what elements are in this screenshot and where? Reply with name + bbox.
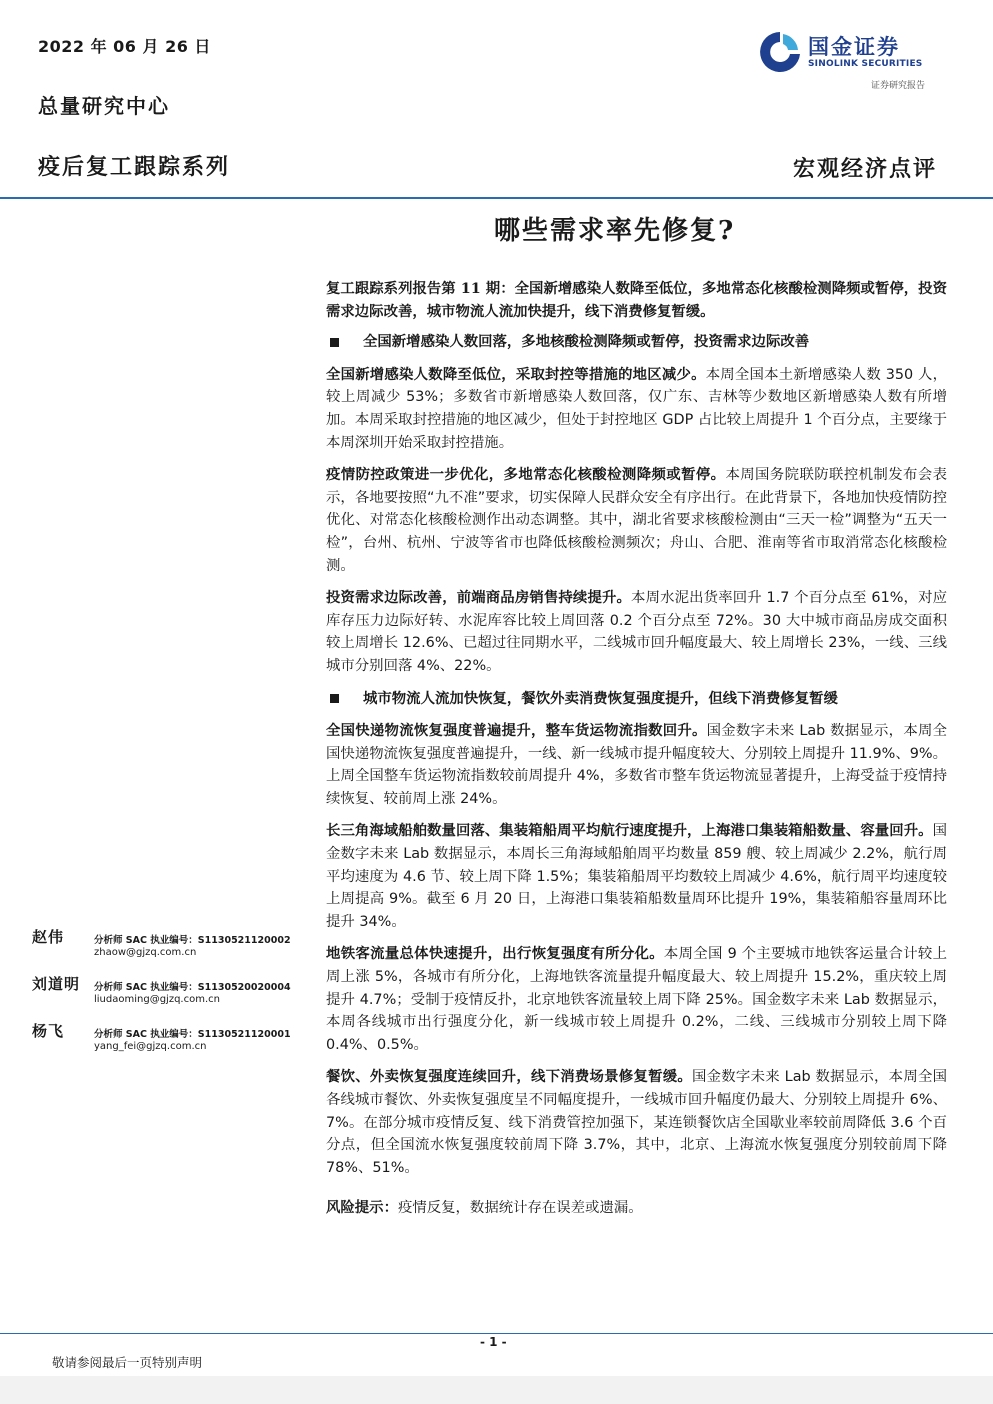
page-number: - 1 - <box>480 1335 507 1349</box>
logo-text-en: SINOLINK SECURITIES <box>808 59 923 69</box>
footer-disclaimer: 敬请参阅最后一页特别声明 <box>52 1355 203 1370</box>
report-series: 疫后复工跟踪系列 <box>38 154 231 180</box>
analyst-card <box>32 926 312 973</box>
paragraph-lead: 地铁客流量总体快速提升，出行恢复强度有所分化。 <box>326 945 664 963</box>
analyst-sac-id: 分析师 SAC 执业编号：S1130521120002 <box>94 935 291 946</box>
header-divider <box>0 197 993 199</box>
paragraph-text: 国金数字未来 Lab 数据显示，本周全国快递物流恢复强度普遍提升，一线、新一线城市提升幅度较大、分别较上周提升 11.9%、9%。上周全国整车货运物流指数较前周提升 4%，多数省市整车货运物流显著提升，上海受益于疫情持续恢复、较前周上涨 24%。 <box>326 723 947 807</box>
risk-label: 风险提示： <box>326 1199 398 1217</box>
analyst-list <box>32 926 312 1067</box>
research-center: 总量研究中心 <box>38 94 170 118</box>
report-date: 2022 年 06 月 26 日 <box>38 37 211 56</box>
analyst-card <box>32 973 312 1020</box>
paragraph-text: 国金数字未来 Lab 数据显示，本周长三角海域船舶周平均数量 859 艘、较上周减少 2.2%，航行周平均速度为 4.6 节、较上周下降 1.5%；集装箱船周平均数较上周减少 4.6%，航行周平均速度较上周提高 9%。截至 6 月 20 日，上海港口集装箱船数量周环比提升 19%，集装箱船容量周环比提升 34%。 <box>326 823 947 930</box>
section-heading-text: 全国新增感染人数回落，多地核酸检测降频或暂停，投资需求边际改善 <box>363 333 810 351</box>
paragraph-text: 本周全国 9 个主要城市地铁客运量合计较上周上涨 5%，各城市有所分化，上海地铁客流量提升幅度最大、较上周提升 15.2%，重庆较上周提升 4.7%；受制于疫情反扑，北京地铁客流量较上周下降 25%。国金数字未来 Lab 数据显示，本周各线城市出行强度分化，新一线城市较上周提升 0.2%，二线、三线城市分别较上周下降 0.4%、0.5%。 <box>326 946 947 1053</box>
footer-divider <box>0 1333 993 1334</box>
section-heading-text: 城市物流人流加快恢复，餐饮外卖消费恢复强度提升，但线下消费修复暂缓 <box>363 689 838 707</box>
report-body <box>326 278 947 1230</box>
paragraph <box>326 720 947 810</box>
square-bullet-icon <box>330 338 339 347</box>
analyst-email[interactable]: liudaoming@gjzq.com.cn <box>94 994 220 1005</box>
paragraph-text: 本周水泥出货率回升 1.7 个百分点至 61%，对应库存压力边际好转、水泥库容比较上周回落 0.2 个百分点至 72%。30 大中城市商品房成交面积较上周增长 12.6%、已超过往同期水平，二线城市回升幅度最大、较上周增长 23%，一线、三线城市分别回落 4%、22%。 <box>326 590 947 674</box>
risk-warning <box>326 1197 947 1220</box>
paragraph <box>326 364 947 454</box>
risk-text: 疫情反复，数据统计存在误差或遗漏。 <box>397 1200 643 1217</box>
report-title: 哪些需求率先修复? <box>494 216 736 246</box>
analyst-card <box>32 1020 312 1067</box>
paragraph <box>326 1066 947 1179</box>
analyst-name: 刘道明 <box>32 975 81 993</box>
analyst-name: 赵伟 <box>32 928 65 946</box>
analyst-email[interactable]: yang_fei@gjzq.com.cn <box>94 1041 207 1052</box>
paragraph-lead: 全国新增感染人数降至低位，采取封控等措施的地区减少。 <box>326 365 706 383</box>
paragraph-lead: 餐饮、外卖恢复强度连续回升，线下消费场景修复暂缓。 <box>326 1068 693 1086</box>
logo-tagline: 证券研究报告 <box>871 81 926 91</box>
paragraph-lead: 全国快递物流恢复强度普遍提升，整车货运物流指数回升。 <box>326 722 707 740</box>
lead-summary: 复工跟踪系列报告第 11 期：全国新增感染人数降至低位，多地常态化核酸检测降频或暂停，投资需求边际改善，城市物流人流加快提升，线下消费修复暂缓。 <box>326 280 947 320</box>
paragraph-lead: 投资需求边际改善，前端商品房销售持续提升。 <box>326 589 632 607</box>
logo-text-cn: 国金证券 <box>808 35 900 59</box>
square-bullet-icon <box>330 694 339 703</box>
footer-band <box>0 1376 993 1404</box>
paragraph <box>326 464 947 577</box>
analyst-name: 杨飞 <box>32 1022 65 1040</box>
section-heading-2 <box>326 688 947 711</box>
paragraph-text: 本周全国本土新增感染人数 350 人，较上周减少 53%；多数省市新增感染人数回落，仅广东、吉林等少数地区新增感染人数有所增加。本周采取封控措施的地区减少，但处于封控地区 GDP 占比较上周提升 1 个百分点，主要缘于本周深圳开始采取封控措施。 <box>326 366 947 451</box>
analyst-sac-id: 分析师 SAC 执业编号：S1130520020004 <box>94 982 291 993</box>
paragraph-lead: 疫情防控政策进一步优化，多地常态化核酸检测降频或暂停。 <box>326 466 726 484</box>
analyst-sac-id: 分析师 SAC 执业编号：S1130521120001 <box>94 1029 291 1040</box>
paragraph <box>326 587 947 677</box>
paragraph-text: 本周国务院联防联控机制发布会表示，各地要按照“九不准”要求，切实保障人民群众安全有序出行。在此背景下，各地加快疫情防控优化、对常态化核酸检测作出动态调整。其中，湖北省要求核酸检测由“三天一检”调整为“五天一检”，台州、杭州、宁波等省市也降低核酸检测频次；舟山、合肥、淮南等省市取消常态化核酸检测。 <box>326 467 947 574</box>
paragraph-text: 国金数字未来 Lab 数据显示，本周全国各线城市餐饮、外卖恢复强度呈不同幅度提升，一线城市回升幅度仍最大、分别较上周提升 6%、7%。在部分城市疫情反复、线下消费管控加强下，某连锁餐饮店全国歇业率较前周降低 3.6 个百分点，但全国流水恢复强度较前周下降 3.7%，其中，北京、上海流水恢复强度分别较前周下降 78%、51%。 <box>326 1069 947 1176</box>
report-type: 宏观经济点评 <box>792 156 937 182</box>
analyst-email[interactable]: zhaow@gjzq.com.cn <box>94 947 197 958</box>
paragraph <box>326 943 947 1056</box>
paragraph <box>326 820 947 933</box>
section-heading-1 <box>326 331 947 354</box>
paragraph-lead: 长三角海域船舶数量回落、集装箱船周平均航行速度提升，上海港口集装箱船数量、容量回升。 <box>326 822 933 840</box>
